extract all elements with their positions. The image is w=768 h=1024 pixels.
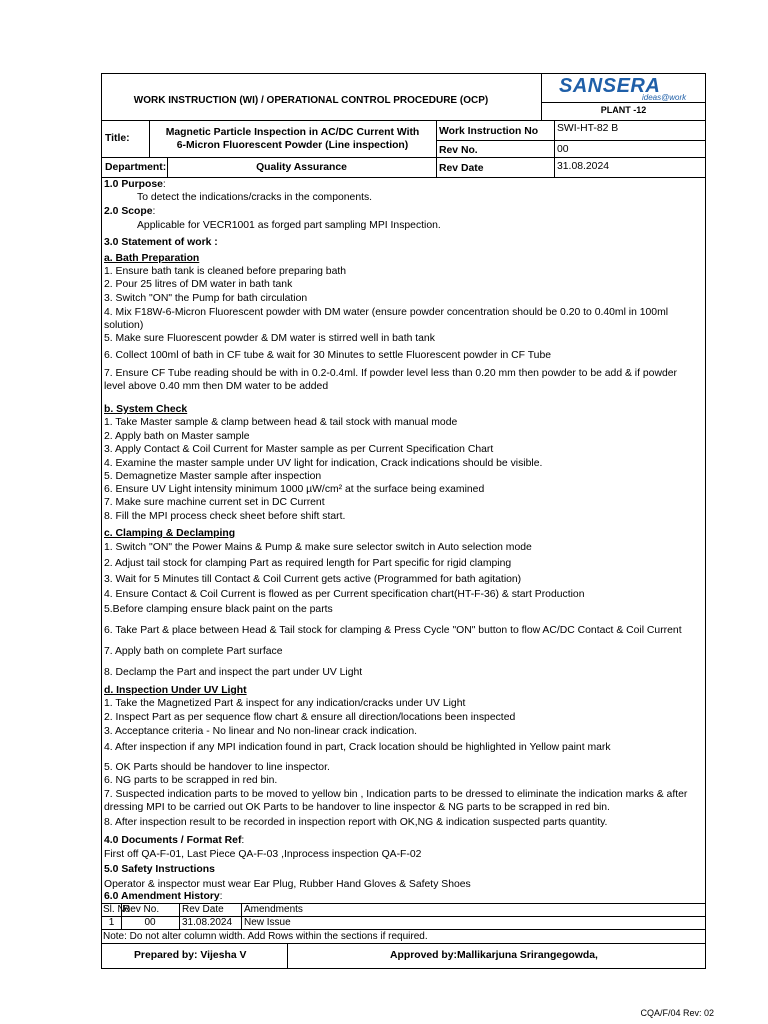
column-header: Amendments: [244, 904, 303, 915]
work-instruction-sheet: WORK INSTRUCTION (WI) / OPERATIONAL CONTROL PROCEDURE (OCP) SANSERA ideas@work PLANT -12 Title: Magnetic Particle Inspection in AC/DC Current With 6-Micron Fluorescent Powder (Line inspection) Work Instruction No SWI-HT-82 B Rev No. 00 Department: Quality Assurance Rev Date 31.08.2024 1.0 Purpose: To detect the indications/cracks in the components. 2.0 Scope: Applicable for VECR1001 as forged part sampling MPI Inspection. 3.0 Statement of work : a. Bath Preparation 1. Ensure bath tank is cleaned before preparing bath 2. Pour 25 litres of DM water in bath tank 3. Switch "ON" the Pump for bath circulation 4. Mix F18W-6-Micron Fluorescent powder with DM water (ensure powder concentration should be 0.20 to 0.40ml in 100ml solution) 5. Make sure Fluorescent powder & DM water is stirred well in bath tank 6. Collect 100ml of bath in CF tube & wait for 30 Minutes to settle Fluorescent powder in CF Tube 7. Ensure CF Tube reading should be with in 0.2-0.4ml. If powder level less than 0.20 mm then powder to be add & if powder level above 0.40 mm then DM water to be added b. System Check 1. Take Master sample & clamp between head & tail stock with manual mode 2. Apply bath on Master sample 3. Apply Contact & Coil Current for Master sample as per Current Specification Chart 4. Examine the master sample under UV light for indication, Crack indications should be visible. 5. Demagnetize Master sample after inspection 6. Ensure UV Light intensity minimum 1000 µW/cm² at the surface being examined 7. Make sure machine current set in DC Current 8. Fill the MPI process check sheet before shift start. c. Clamping & Declamping 1. Switch "ON" the Power Mains & Pump & make sure selector switch in Auto selection mode 2. Adjust tail stock for clamping Part as required length for Part specific for rigid clamping 3. Wait for 5 Minutes till Contact & Coil Current gets active (Programmed for bath agitation) 4. Ensure Contact & Coil Current is flowed as per Current specification chart(HT-F-36) & start Production 5.Before clamping ensure black paint on the parts 6. Take Part & place between Head & Tail stock for clamping & Press Cycle "ON" button to flow AC/DC Contact & Coil Current 7. Apply bath on complete Part surface 8. Declamp the Part and inspect the part under UV Light d. Inspection Under UV Light 1. Take the Magnetized Part & inspect for any indication/cracks under UV Light 2. Inspect Part as per sequence flow chart & ensure all direction/locations been inspected 3. Acceptance criteria - No linear and No non-linear crack indication. 4. After inspection if any MPI indication found in part, Crack location should be highlighted in Yellow paint mark 5. OK Parts should be handover to line inspector. 6. NG parts to be scrapped in red bin. 7. Suspected indication parts to be moved to yellow bin , Indication parts to be dressed to eliminate the indication marks & after dressing MPI to be carried out OK Parts to be handover to line inspector & NG parts to be scrapped in red bin. 8. After inspection result to be recorded in inspection report with OK,NG & indication suspected parts quantity. 4.0 Documents / Format Ref: First off QA-F-01, Last Piece QA-F-03 ,Inprocess inspection QA-F-02 5.0 Safety Instructions Operator & inspector must wear Ear Plug, Rubber Hand Gloves & Safety Shoes 6.0 Amendment History: Sl. No Rev No. Rev Date Amendments 1 00 31.08.2024 New Issue Note: Do not alter column width. Add Rows within the sections if required. Prepared by: Vijesha V Approved by:Mallikarjuna Srirangegowda,: [101, 73, 706, 969]
sansera-logo: SANSERA: [559, 75, 661, 97]
list-item: 6. Collect 100ml of bath in CF tube & wait for 30 Minutes to settle Fluorescent powder in CF Tube: [104, 350, 552, 361]
list-item: 3. Switch "ON" the Pump for bath circulation: [104, 293, 308, 304]
document-title: WORK INSTRUCTION (WI) / OPERATIONAL CONTROL PROCEDURE (OCP): [133, 95, 489, 106]
list-item: 1. Switch "ON" the Power Mains & Pump & make sure selector switch in Auto selection mode: [104, 542, 532, 553]
col-line: [436, 120, 437, 177]
row-line: [102, 177, 706, 178]
list-item: 6. NG parts to be scrapped in red bin.: [104, 775, 278, 786]
list-item: 8. Fill the MPI process check sheet before shift start.: [104, 511, 346, 522]
wi-no-value: SWI-HT-82 B: [557, 123, 619, 134]
wi-no-label: Work Instruction No: [439, 126, 539, 137]
list-item: 3. Acceptance criteria - No linear and No non-linear crack indication.: [104, 726, 418, 737]
list-item: 2. Adjust tail stock for clamping Part as required length for Part specific for rigid clamping: [104, 558, 512, 569]
list-item: 1. Take Master sample & clamp between head & tail stock with manual mode: [104, 417, 458, 428]
list-item: 4. Examine the master sample under UV light for indication, Crack indications should be visible.: [104, 458, 543, 469]
list-item: level above 0.40 mm then DM water to be added: [104, 381, 329, 392]
clamping-heading: c. Clamping & Declamping: [104, 528, 236, 539]
safety-text: Operator & inspector must wear Ear Plug, Rubber Hand Gloves & Safety Shoes: [104, 879, 471, 890]
safety-heading: 5.0 Safety Instructions: [104, 864, 215, 875]
list-item: 5. OK Parts should be handover to line inspector.: [104, 762, 330, 773]
list-item: 6. Ensure UV Light intensity minimum 1000 µW/cm² at the surface being examined: [104, 484, 485, 495]
purpose-heading: 1.0 Purpose: [104, 179, 163, 190]
department-value: Quality Assurance: [256, 162, 347, 173]
rev-date-label: Rev Date: [439, 163, 484, 174]
list-item: 1. Take the Magnetized Part & inspect for any indication/cracks under UV Light: [104, 698, 466, 709]
column-header: Rev Date: [182, 904, 224, 915]
documents-text: First off QA-F-01, Last Piece QA-F-03 ,Inprocess inspection QA-F-02: [104, 849, 422, 860]
logo-divider: [541, 102, 706, 103]
column-header: Sl. No: [103, 904, 131, 915]
list-item: 2. Pour 25 litres of DM water in bath tank: [104, 279, 293, 290]
scope-text: Applicable for VECR1001 as forged part sampling MPI Inspection.: [137, 220, 441, 231]
logo-tagline: ideas@work: [642, 93, 687, 102]
column-header: Rev No.: [123, 904, 160, 915]
title-label: Title:: [105, 133, 130, 144]
list-item: 2. Inspect Part as per sequence flow chart & ensure all direction/locations been inspected: [104, 712, 516, 723]
scope-heading: 2.0 Scope: [104, 206, 153, 217]
bath-heading: a. Bath Preparation: [104, 253, 200, 264]
system-heading: b. System Check: [104, 404, 188, 415]
table-cell: New Issue: [244, 917, 291, 928]
table-cell: 1: [108, 917, 115, 928]
rev-no-label: Rev No.: [439, 145, 478, 156]
list-item: 7. Apply bath on complete Part surface: [104, 646, 283, 657]
table-cell: 31.08.2024: [182, 917, 233, 928]
row-line: [102, 120, 706, 121]
title-line-1: Magnetic Particle Inspection in AC/DC Current With: [165, 127, 420, 138]
amendment-heading: 6.0 Amendment History: [104, 891, 220, 902]
list-item: 6. Take Part & place between Head & Tail stock for clamping & Press Cycle "ON" button to flow AC/DC Contact & Coil Current: [104, 625, 682, 636]
title-line-2: 6-Micron Fluorescent Powder (Line inspection): [176, 140, 409, 151]
list-item: solution): [104, 320, 144, 331]
statement-heading: 3.0 Statement of work :: [104, 237, 218, 248]
plant-label: PLANT -12: [600, 105, 647, 115]
list-item: 4. After inspection if any MPI indication found in part, Crack location should be highlighted in Yellow paint mark: [104, 742, 611, 753]
list-item: 3. Wait for 5 Minutes till Contact & Coil Current gets active (Programmed for bath agitation): [104, 574, 522, 585]
list-item: 5. Demagnetize Master sample after inspection: [104, 471, 322, 482]
row-line: [102, 157, 706, 158]
list-item: 2. Apply bath on Master sample: [104, 431, 250, 442]
list-item: 3. Apply Contact & Coil Current for Master sample as per Current Specification Chart: [104, 444, 494, 455]
rev-no-value: 00: [557, 144, 569, 155]
inspection-heading: d. Inspection Under UV Light: [104, 685, 247, 696]
rev-date-value: 31.08.2024: [557, 161, 610, 172]
list-item: 5.Before clamping ensure black paint on the parts: [104, 604, 333, 615]
list-item: 7. Suspected indication parts to be moved to yellow bin , Indication parts to be dressed to eliminate the indication marks & after: [104, 789, 688, 800]
approved-by: Approved by:Mallikarjuna Srirangegowda,: [390, 950, 598, 961]
col-line: [287, 943, 288, 969]
prepared-by: Prepared by: Vijesha V: [134, 950, 247, 961]
table-cell: 00: [144, 917, 156, 928]
list-item: 4. Mix F18W-6-Micron Fluorescent powder with DM water (ensure powder concentration should be 0.20 to 0.40ml in 100ml: [104, 307, 669, 318]
amendment-note: Note: Do not alter column width. Add Rows within the sections if required.: [103, 931, 428, 942]
list-item: 5. Make sure Fluorescent powder & DM water is stirred well in bath tank: [104, 333, 435, 344]
col-line: [554, 120, 555, 177]
list-item: 7. Ensure CF Tube reading should be with in 0.2-0.4ml. If powder level less than 0.20 mm then powder to be add & if powder: [104, 368, 677, 379]
col-line: [179, 903, 180, 929]
row-line: [102, 943, 706, 944]
list-item: 7. Make sure machine current set in DC Current: [104, 497, 325, 508]
list-item: dressing MPI to be carried out OK Parts to be handover to line inspector & NG parts to be scrapped in red bin.: [104, 802, 610, 813]
list-item: 8. After inspection result to be recorded in inspection report with OK,NG & indication suspected parts quantity.: [104, 817, 608, 828]
list-item: 4. Ensure Contact & Coil Current is flowed as per Current specification chart(HT-F-36) & start Production: [104, 589, 585, 600]
row-line: [436, 140, 706, 141]
documents-heading: 4.0 Documents / Format Ref: [104, 835, 242, 846]
list-item: 8. Declamp the Part and inspect the part under UV Light: [104, 667, 363, 678]
department-label: Department:: [105, 162, 167, 173]
list-item: 1. Ensure bath tank is cleaned before preparing bath: [104, 266, 347, 277]
form-code: CQA/F/04 Rev: 02: [640, 1008, 714, 1018]
purpose-text: To detect the indications/cracks in the components.: [137, 192, 373, 203]
col-line: [241, 903, 242, 929]
